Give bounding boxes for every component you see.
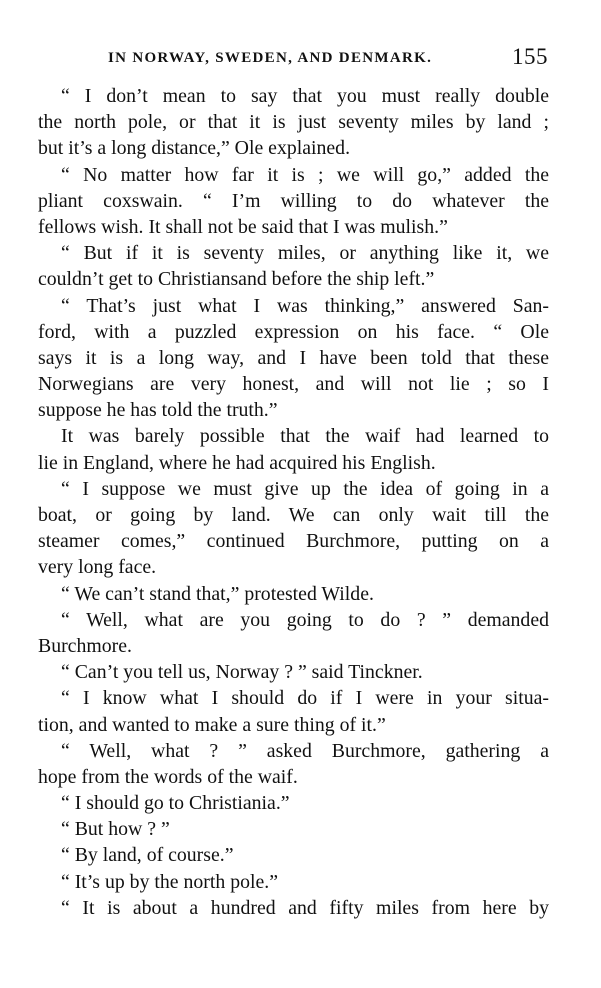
page-number: 155 xyxy=(512,44,548,69)
text-line: Norwegians are very honest, and will not lie ; so I xyxy=(38,373,549,396)
text-line: suppose he has told the truth.” xyxy=(38,399,278,422)
text-line: “ I know what I should do if I were in your situa- xyxy=(61,687,549,710)
text-line: “ That’s just what I was thinking,” answered San- xyxy=(61,294,549,317)
text-line: “ Can’t you tell us, Norway ? ” said Tinckner. xyxy=(61,661,423,684)
text-line: ford, with a puzzled expression on his face. “ Ole xyxy=(38,320,549,343)
text-line: “ We can’t stand that,” protested Wilde. xyxy=(61,582,374,605)
text-line: Burchmore. xyxy=(38,634,132,657)
text-line: pliant coxswain. “ I’m willing to do whatever the xyxy=(38,189,549,212)
text-line: steamer comes,” continued Burchmore, putting on a xyxy=(38,530,549,553)
text-line: says it is a long way, and I have been told that these xyxy=(38,346,549,369)
text-line: tion, and wanted to make a sure thing of it.” xyxy=(38,713,386,736)
body-text xyxy=(38,83,549,921)
text-line: “ I suppose we must give up the idea of going in a xyxy=(61,477,549,500)
text-line: boat, or going by land. We can only wait till the xyxy=(38,504,549,526)
text-line: very long face. xyxy=(38,556,157,579)
text-line: the north pole, or that it is just seventy miles by land ; xyxy=(38,111,549,134)
text-line: “ But if it is seventy miles, or anything like it, we xyxy=(61,242,549,265)
text-line: hope from the words of the waif. xyxy=(38,765,298,788)
text-line: “ It is about a hundred and fifty miles from here by xyxy=(61,896,549,919)
text-line: “ I don’t mean to say that you must really double xyxy=(61,85,549,107)
text-line: but it’s a long distance,” Ole explained. xyxy=(38,137,351,160)
text-line: lie in England, where he had acquired his English. xyxy=(38,451,436,474)
text-line: “ No matter how far it is ; we will go,” added the xyxy=(61,163,549,186)
running-head: IN NORWAY, SWEDEN, AND DENMARK. xyxy=(108,50,433,66)
page-header xyxy=(108,44,548,74)
text-line: “ I should go to Christiania.” xyxy=(61,792,290,815)
text-line: It was barely possible that the waif had learned to xyxy=(61,425,549,448)
text-line: fellows wish. It shall not be said that I was mulish.” xyxy=(38,215,448,238)
text-line: “ By land, of course.” xyxy=(61,844,234,867)
text-line: couldn’t get to Christiansand before the ship left.” xyxy=(38,268,435,291)
text-line: “ Well, what are you going to do ? ” demanded xyxy=(61,608,549,631)
text-line: “ Well, what ? ” asked Burchmore, gathering a xyxy=(61,739,549,762)
text-line: “ It’s up by the north pole.” xyxy=(61,870,278,893)
text-line: “ But how ? ” xyxy=(61,818,170,841)
